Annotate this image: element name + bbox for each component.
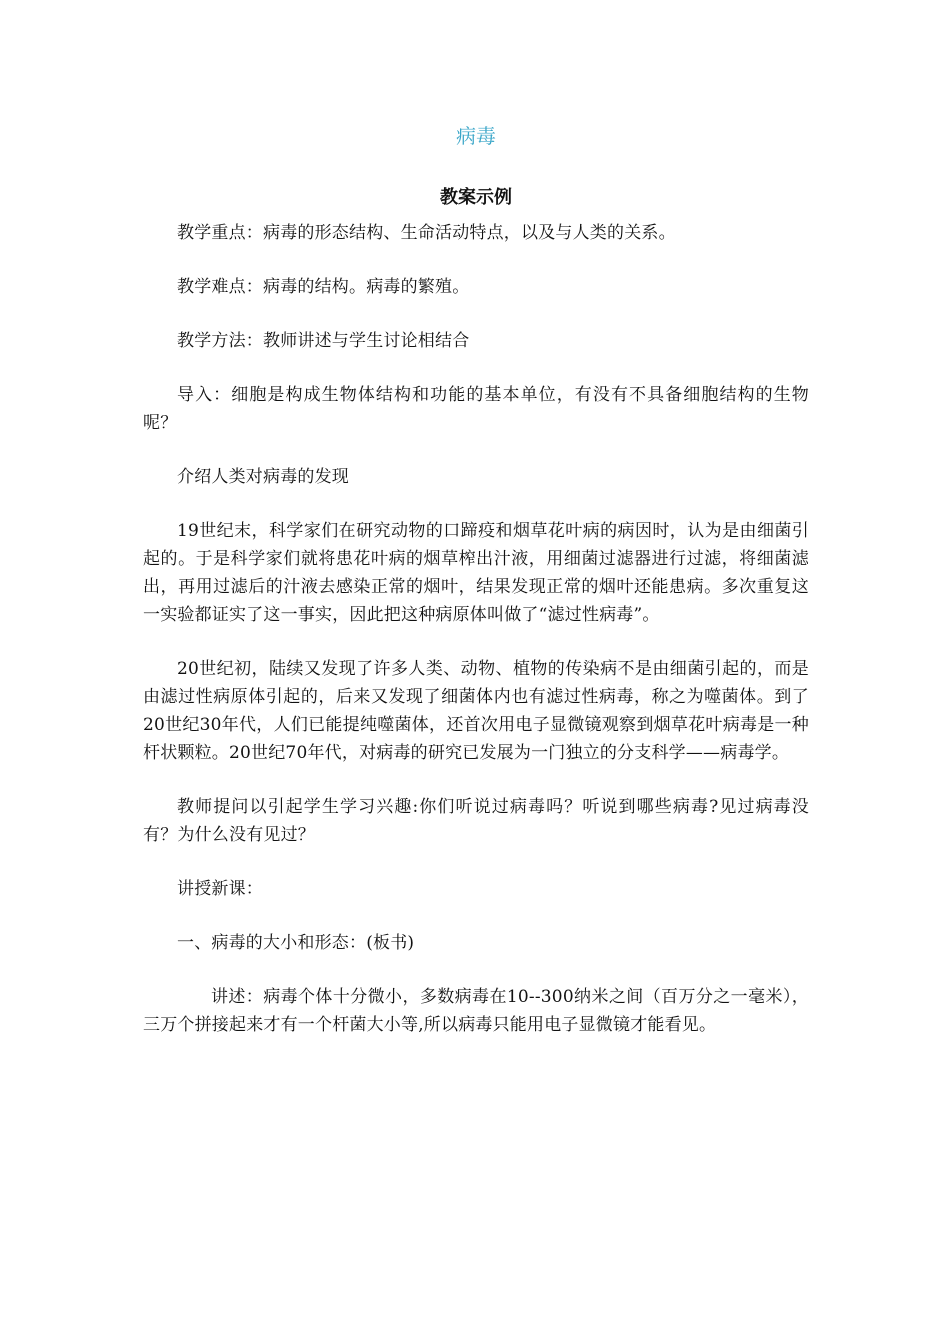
- paragraph-teacher-questions: 教师提问以引起学生学习兴趣:你们听说过病毒吗？听说到哪些病毒?见过病毒没有？为什么没有见过？: [143, 797, 809, 845]
- paragraph-key-points: 教学重点：病毒的形态结构、生命活动特点，以及与人类的关系。: [177, 223, 676, 243]
- paragraph-introduction: 导入：细胞是构成生物体结构和功能的基本单位，有没有不具备细胞结构的生物呢？: [143, 385, 809, 433]
- paragraph-difficult-points: 教学难点：病毒的结构。病毒的繁殖。: [177, 277, 470, 297]
- paragraph-new-lesson: 讲授新课：: [177, 879, 263, 899]
- document-subtitle: 教案示例: [440, 187, 512, 208]
- paragraph-19th-century: 19世纪末，科学家们在研究动物的口蹄疫和烟草花叶病的病因时，认为是由细菌引起的。于是科学家们就将患花叶病的烟草榨出汁液，用细菌过滤器进行过滤，将细菌滤出，再用过滤后的汁液去感染正常的烟叶，结果发现正常的烟叶还能患病。多次重复这一实验都证实了这一事实，因此把这种病原体叫做了“滤过性病毒”。: [143, 521, 809, 625]
- paragraph-size-explanation: 讲述：病毒个体十分微小，多数病毒在10--300纳米之间（百万分之一毫米），三万个拼接起来才有一个杆菌大小等,所以病毒只能用电子显微镜才能看见。: [143, 987, 809, 1035]
- paragraph-discovery-heading: 介绍人类对病毒的发现: [177, 467, 349, 487]
- document-body: [143, 120, 809, 1065]
- document-title: 病毒: [456, 124, 496, 148]
- paragraph-teaching-method: 教学方法：教师讲述与学生讨论相结合: [177, 331, 470, 351]
- paragraph-section-one: 一、病毒的大小和形态：(板书): [177, 933, 415, 953]
- paragraph-20th-century: 20世纪初，陆续又发现了许多人类、动物、植物的传染病不是由细菌引起的，而是由滤过性病原体引起的，后来又发现了细菌体内也有滤过性病毒，称之为噬菌体。到了20世纪30年代，人们已能提纯噬菌体，还首次用电子显微镜观察到烟草花叶病毒是一种杆状颗粒。20世纪70年代，对病毒的研究已发展为一门独立的分支科学——病毒学。: [143, 659, 809, 763]
